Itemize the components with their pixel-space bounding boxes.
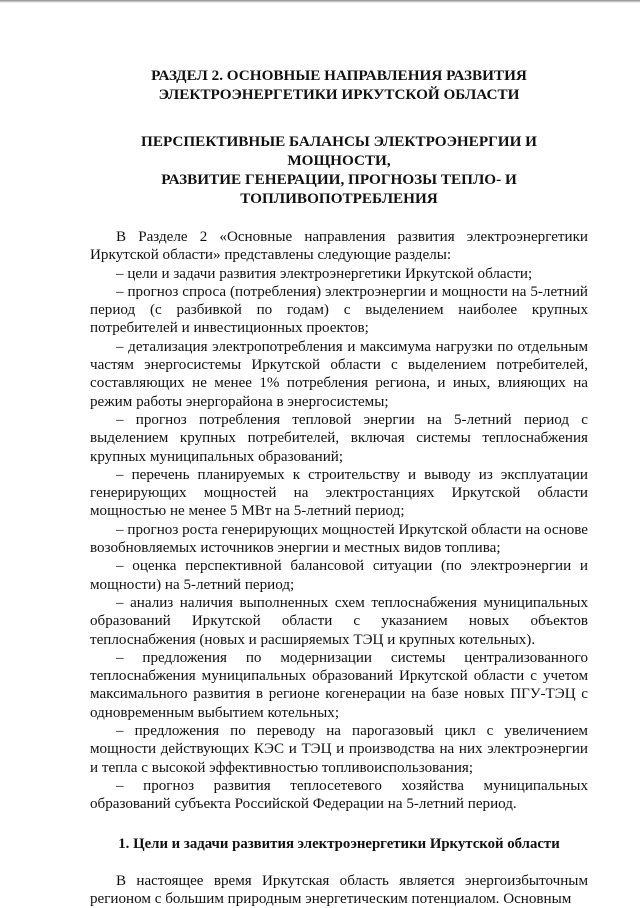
subtitle-line: ПЕРСПЕКТИВНЫЕ БАЛАНСЫ ЭЛЕКТРОЭНЕРГИИ И МОЩНОСТИ, — [141, 133, 537, 169]
section-list — [90, 265, 588, 814]
list-item: – анализ наличия выполненных схем теплоснабжения муниципальных образований Иркутской области с указанием новых объектов теплоснабжения (новых и расширяемых ТЭЦ и крупных котельных). — [90, 594, 588, 649]
list-item: – прогноз роста генерирующих мощностей Иркутской области на основе возобновляемых источников энергии и местных видов топлива; — [90, 521, 588, 558]
subsection-title: 1. Цели и задачи развития электроэнергетики Иркутской области — [90, 835, 588, 854]
list-item: – цели и задачи развития электроэнергетики Иркутской области; — [90, 265, 588, 283]
subtitle-line: ТОПЛИВОПОТРЕБЛЕНИЯ — [240, 190, 438, 207]
body-paragraph: В настоящее время Иркутская область является энергоизбыточным регионом с большим природным энергетическим потенциалом. Основным — [90, 872, 588, 908]
list-item: – оценка перспективной балансовой ситуации (по электроэнергии и мощности) на 5-летний период; — [90, 557, 588, 594]
section-title-line: ЭЛЕКТРОЭНЕРГЕТИКИ ИРКУТСКОЙ ОБЛАСТИ — [159, 86, 520, 103]
section-title — [90, 66, 588, 104]
list-item: – прогноз развития теплосетевого хозяйства муниципальных образований субъекта Российской Федерации на 5-летний период. — [90, 777, 588, 814]
section-title-line: РАЗДЕЛ 2. ОСНОВНЫЕ НАПРАВЛЕНИЯ РАЗВИТИЯ — [151, 67, 527, 84]
list-item: – прогноз потребления тепловой энергии на 5-летний период с выделением крупных потребителей, включая системы теплоснабжения крупных муниципальных образований; — [90, 411, 588, 466]
intro-paragraph: В Разделе 2 «Основные направления развития электроэнергетики Иркутской области» представлены следующие разделы: — [90, 228, 588, 265]
document-page — [90, 58, 588, 908]
list-item: – детализация электропотребления и максимума нагрузки по отдельным частям энергосистемы Иркутской области с выделением потребителей, составляющих не менее 1% потребления региона, и иных, влияющих на режим работы энергорайона в энергосистемы; — [90, 338, 588, 411]
list-item: – перечень планируемых к строительству и выводу из эксплуатации генерирующих мощностей на электростанциях Иркутской области мощностью не менее 5 МВт на 5-летний период; — [90, 466, 588, 521]
subtitle — [90, 132, 588, 208]
list-item: – прогноз спроса (потребления) электроэнергии и мощности на 5-летний период (с разбивкой по годам) с выделением наиболее крупных потребителей и инвестиционных проектов; — [90, 283, 588, 338]
list-item: – предложения по переводу на парогазовый цикл с увеличением мощности действующих КЭС и ТЭЦ и производства на них электроэнергии и тепла с высокой эффективностью топливоиспользования; — [90, 722, 588, 777]
list-item: – предложения по модернизации системы централизованного теплоснабжения муниципальных образований Иркутской области с учетом максимального развития в регионе когенерации на базе новых ПГУ-ТЭЦ с одновременным выбытием котельных; — [90, 649, 588, 722]
scan-edge — [0, 0, 640, 3]
subtitle-line: РАЗВИТИЕ ГЕНЕРАЦИИ, ПРОГНОЗЫ ТЕПЛО- И — [161, 171, 517, 188]
